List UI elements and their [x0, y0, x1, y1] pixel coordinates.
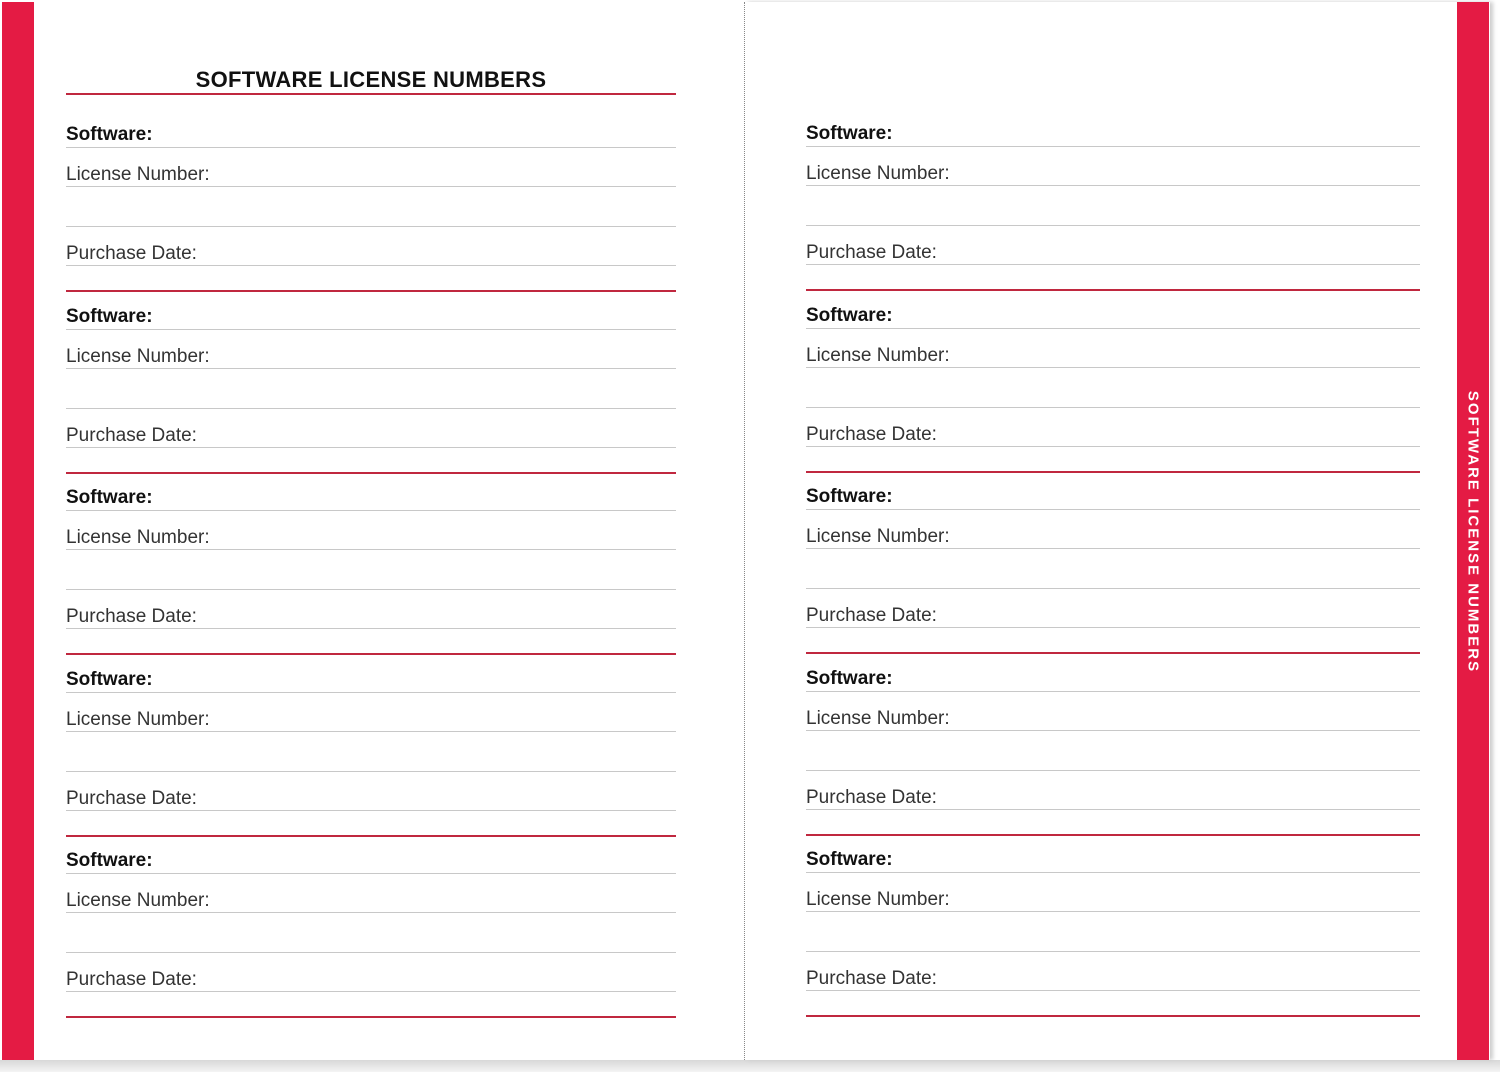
purchase-date-input-line[interactable] [66, 628, 676, 629]
software-input-line[interactable] [806, 328, 1420, 329]
purchase-date-label: Purchase Date: [806, 786, 937, 808]
purchase-date-label: Purchase Date: [806, 242, 937, 263]
purchase-date-label: Purchase Date: [66, 243, 197, 264]
entry-divider-rule [66, 290, 676, 292]
license-number-extra-line[interactable] [66, 952, 676, 953]
spine-divider [744, 2, 745, 1060]
purchase-date-input-line[interactable] [66, 810, 676, 811]
purchase-date-input-line[interactable] [806, 990, 1420, 991]
software-label: Software: [66, 305, 153, 327]
software-label: Software: [66, 487, 153, 509]
license-number-input-line[interactable] [806, 730, 1420, 731]
license-number-input-line[interactable] [66, 549, 676, 550]
software-input-line[interactable] [66, 147, 676, 148]
purchase-date-input-line[interactable] [66, 447, 676, 448]
purchase-date-input-line[interactable] [806, 627, 1420, 628]
software-input-line[interactable] [806, 872, 1420, 873]
license-number-extra-line[interactable] [806, 588, 1420, 589]
license-number-input-line[interactable] [66, 731, 676, 732]
entry-divider-rule [806, 652, 1420, 654]
software-label: Software: [806, 304, 893, 326]
entry-divider-rule [806, 834, 1420, 836]
license-number-extra-line[interactable] [66, 226, 676, 227]
software-label: Software: [66, 850, 153, 872]
software-label: Software: [806, 667, 893, 689]
license-number-input-line[interactable] [66, 368, 676, 369]
license-number-extra-line[interactable] [806, 951, 1420, 952]
purchase-date-label: Purchase Date: [66, 606, 197, 628]
license-number-extra-line[interactable] [806, 770, 1420, 771]
purchase-date-input-line[interactable] [66, 265, 676, 266]
software-label: Software: [806, 849, 893, 871]
software-input-line[interactable] [66, 873, 676, 874]
entry-divider-rule [66, 472, 676, 474]
license-number-label: License Number: [806, 526, 950, 548]
license-number-extra-line[interactable] [66, 771, 676, 772]
purchase-date-input-line[interactable] [806, 264, 1420, 265]
license-number-input-line[interactable] [806, 911, 1420, 912]
license-number-input-line[interactable] [66, 186, 676, 187]
license-number-label: License Number: [66, 890, 210, 912]
entry-divider-rule [66, 653, 676, 655]
purchase-date-label: Purchase Date: [806, 423, 937, 445]
license-number-input-line[interactable] [806, 367, 1420, 368]
purchase-date-label: Purchase Date: [66, 424, 197, 446]
software-label: Software: [806, 486, 893, 508]
entry-divider-rule [806, 1015, 1420, 1017]
software-input-line[interactable] [806, 146, 1420, 147]
software-input-line[interactable] [66, 692, 676, 693]
license-number-label: License Number: [806, 707, 950, 729]
license-number-extra-line[interactable] [66, 589, 676, 590]
license-number-label: License Number: [66, 345, 210, 367]
purchase-date-label: Purchase Date: [806, 968, 937, 990]
entry-divider-rule [806, 471, 1420, 473]
software-input-line[interactable] [806, 509, 1420, 510]
license-number-input-line[interactable] [66, 912, 676, 913]
license-number-label: License Number: [66, 708, 210, 730]
license-number-input-line[interactable] [806, 185, 1420, 186]
entry-divider-rule [806, 289, 1420, 291]
title-rule [66, 93, 676, 95]
software-label: Software: [66, 668, 153, 690]
page-title: SOFTWARE LICENSE NUMBERS [195, 67, 547, 92]
license-number-label: License Number: [66, 164, 210, 185]
side-tab-label: SOFTWARE LICENSE NUMBERS [1464, 390, 1482, 674]
software-label: Software: [806, 123, 893, 144]
page-shadow [0, 1060, 1500, 1072]
software-input-line[interactable] [66, 329, 676, 330]
software-input-line[interactable] [66, 510, 676, 511]
license-number-input-line[interactable] [806, 548, 1420, 549]
license-number-label: License Number: [806, 889, 950, 911]
purchase-date-label: Purchase Date: [66, 787, 197, 809]
license-number-extra-line[interactable] [66, 408, 676, 409]
purchase-date-input-line[interactable] [806, 446, 1420, 447]
license-number-extra-line[interactable] [806, 225, 1420, 226]
license-number-label: License Number: [66, 527, 210, 549]
entry-divider-rule [66, 1016, 676, 1018]
purchase-date-input-line[interactable] [806, 809, 1420, 810]
purchase-date-label: Purchase Date: [806, 605, 937, 627]
purchase-date-label: Purchase Date: [66, 969, 197, 991]
entry-divider-rule [66, 835, 676, 837]
left-red-strip [2, 2, 34, 1060]
software-label: Software: [66, 124, 153, 145]
license-number-label: License Number: [806, 163, 950, 184]
license-number-extra-line[interactable] [806, 407, 1420, 408]
license-number-label: License Number: [806, 344, 950, 366]
purchase-date-input-line[interactable] [66, 991, 676, 992]
software-input-line[interactable] [806, 691, 1420, 692]
